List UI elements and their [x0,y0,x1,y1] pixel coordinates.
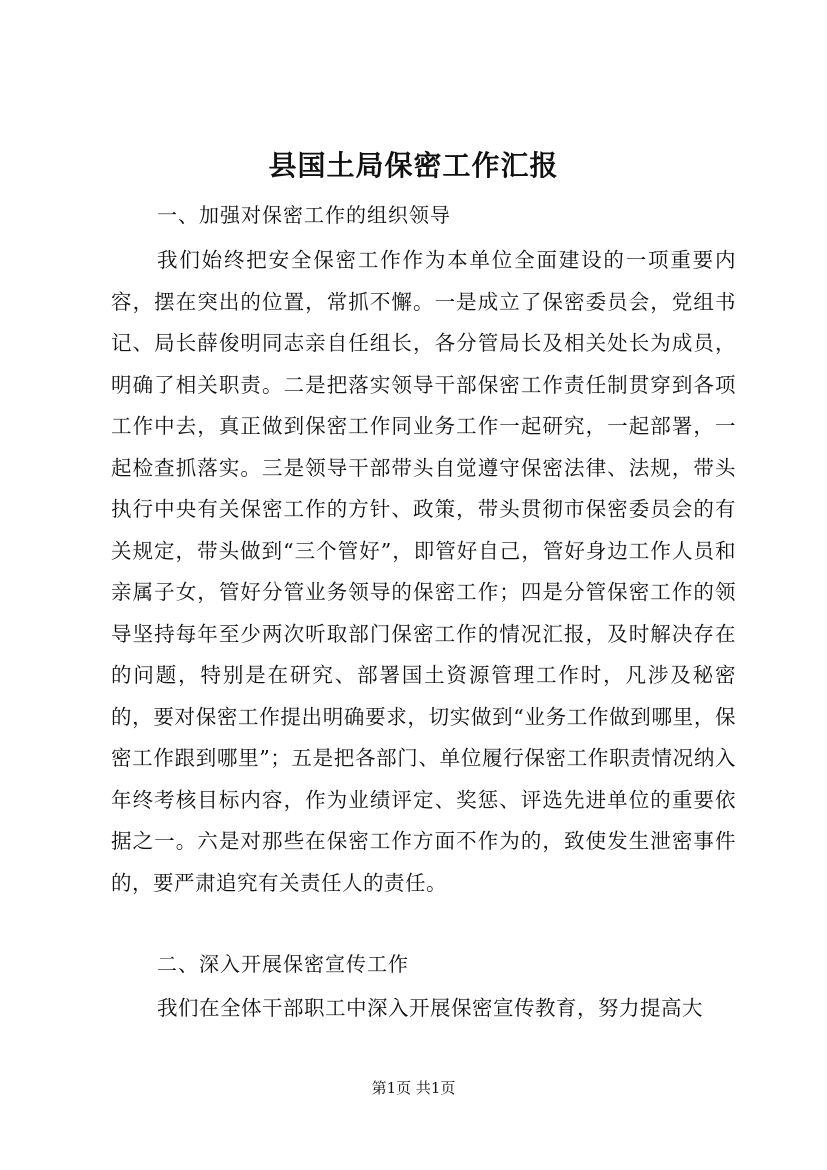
section-body-2: 我们在全体干部职工中深入开展保密宣传教育，努力提高大 [157,996,703,1020]
page-footer: 第1页 共1页 [371,1079,456,1097]
section-body-1: 我们始终把安全保密工作作为本单位全面建设的一项重要内容，摆在突出的位置，常抓不懈。一是成立了保密委员会，党组书记、局长薛俊明同志亲自任组长，各分管局长及相关处长为成员，明确了相关职责。二是把落实领导干部保密工作责任制贯穿到各项工作中去，真正做到保密工作同业务工作一起研究，一起部署，一起检查抓落实。三是领导干部带头自觉遵守保密法律、法规，带头执行中央有关保密工作的方针、政策，带头贯彻市保密委员会的有关规定，带头做到“三个管好”，即管好自己，管好身边工作人员和亲属子女，管好分管业务领导的保密工作；四是分管保密工作的领导坚持每年至少两次听取部门保密工作的情况汇报，及时解决存在的问题，特别是在研究、部署国土资源管理工作时，凡涉及秘密的，要对保密工作提出明确要求，切实做到“业务工作做到哪里，保密工作跟到哪里”；五是把各部门、单位履行保密工作职责情况纳入年终考核目标内容，作为业绩评定、奖惩、评选先进单位的重要依据之一。六是对那些在保密工作方面不作为的，致使发生泄密事件的，要严肃追究有关责任人的责任。 [111,248,736,895]
section-heading-1: 一、加强对保密工作的组织领导 [157,203,451,227]
page-title: 县国土局保密工作汇报 [268,149,559,182]
section-heading-2: 二、深入开展保密宣传工作 [157,952,409,976]
